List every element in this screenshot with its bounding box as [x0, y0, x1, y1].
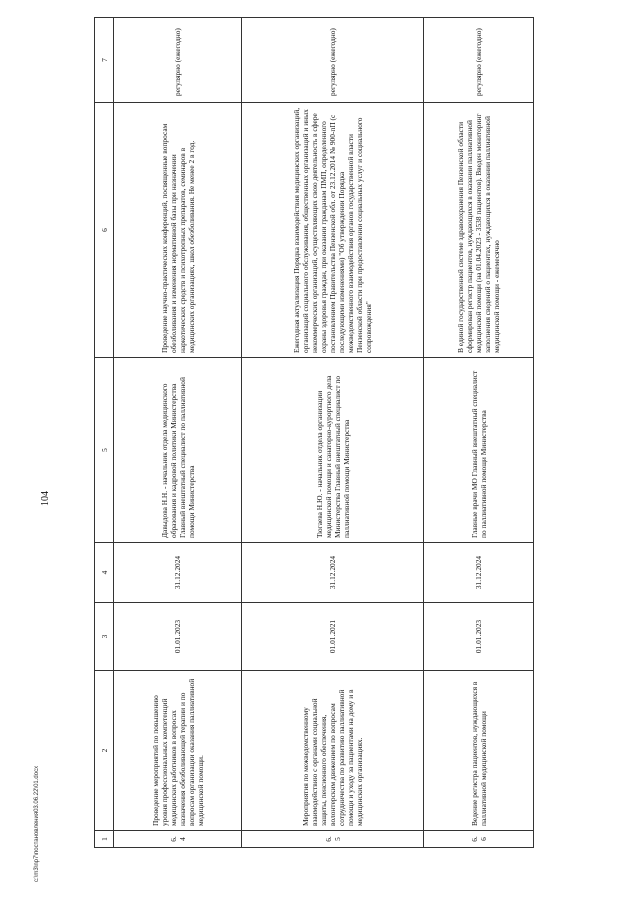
header-cell: 6: [95, 103, 114, 358]
row-number: 6.4: [114, 831, 242, 848]
header-cell: 1: [95, 831, 114, 848]
table-header-row: [95, 18, 114, 848]
end-date-cell: 31.12.2024: [242, 543, 424, 603]
header-cell: 5: [95, 358, 114, 543]
responsible-cell: Давыдова Н.Н. - начальник отдела медицинского образования и кадровой политики Министерства Главный внештатный специалист по паллиативной помощи Министерства: [114, 358, 242, 543]
table-row: [424, 18, 534, 848]
footer-file-path: c:\m3\np7\постановления03.06.22\01.docx: [34, 765, 40, 882]
row-number: 6.5: [242, 831, 424, 848]
header-cell: 4: [95, 543, 114, 603]
period-cell: регулярно (ежегодно): [114, 18, 242, 103]
start-date-cell: 01.01.2023: [114, 603, 242, 671]
responsible-cell: Главные врачи МО Главный внештатный специалист по паллиативной помощи Министерства: [424, 358, 534, 543]
header-cell: 2: [95, 671, 114, 831]
result-cell: В единой государственной системе здравоохранения Пензенской области сформирован регистр пациентов, нуждающихся в оказании паллиативной медицинской помощи (на 01.04.2023 - 3538 пациентов). Введен мониторинг заполнения сведений о пациентах, нуждающихся в оказании паллиативной медицинской помощи - ежемесячно: [424, 103, 534, 358]
table-row: [114, 18, 242, 848]
end-date-cell: 31.12.2024: [424, 543, 534, 603]
row-number: 6.6: [424, 831, 534, 848]
table-row: [242, 18, 424, 848]
period-cell: регулярно (ежегодно): [242, 18, 424, 103]
responsible-cell: Тюгаева Н.Ю. - начальник отдела организации медицинской помощи и санаторно-курортного дела Министерства Главный внештатный специалист по паллиативной помощи Министерства: [242, 358, 424, 543]
start-date-cell: 01.01.2023: [424, 603, 534, 671]
result-cell: Ежегодная актуализация Порядка взаимодействия медицинских организаций, организаций социального обслуживания, общественных организаций и иных некоммерческих организаций, осуществляющих свою деятельность в сфере охраны здоровья граждан, при оказании гражданам ПМП, определенного постановлением Правительства Пензенской обл. от 23.12.2014 № 900-пП (с последующими изменениями) "Об утверждении Порядка межведомственного взаимодействия органов государственной власти Пензенской области при предоставлении социальных услуг и социального сопровождения": [242, 103, 424, 358]
end-date-cell: 31.12.2024: [114, 543, 242, 603]
event-cell: Проведение мероприятий по повышению уровня профессиональных компетенций медицинских работников в вопросах назначения обезболивающей терапии и по вопросам организации оказания паллиативной медицинской помощи.: [114, 671, 242, 831]
result-cell: Проведение научно-практических конференций, посвященные вопросам обезболивания и изменения нормативной базы при назначении наркотических средств и психотропных препаратов, семинаров в медицинских организациях, школ обезболивания. Не менее 2 в год.: [114, 103, 242, 358]
header-cell: 7: [95, 18, 114, 103]
event-cell: Мероприятия по межведомственному взаимодействию с органами социальной защиты, пенсионного обеспечения, волонтерским движением по вопросам сотрудничества по развитию паллиативной помощи и уходу за пациентами на дому и в медицинских организациях.: [242, 671, 424, 831]
rotated-table-wrapper: [94, 18, 532, 848]
start-date-cell: 01.01.2021: [242, 603, 424, 671]
period-cell: регулярно (ежегодно): [424, 18, 534, 103]
header-cell: 3: [95, 603, 114, 671]
page-number: 104: [40, 491, 51, 506]
event-cell: Ведение регистра пациентов, нуждающихся в паллиативной медицинской помощи: [424, 671, 534, 831]
plan-table: [94, 17, 534, 848]
